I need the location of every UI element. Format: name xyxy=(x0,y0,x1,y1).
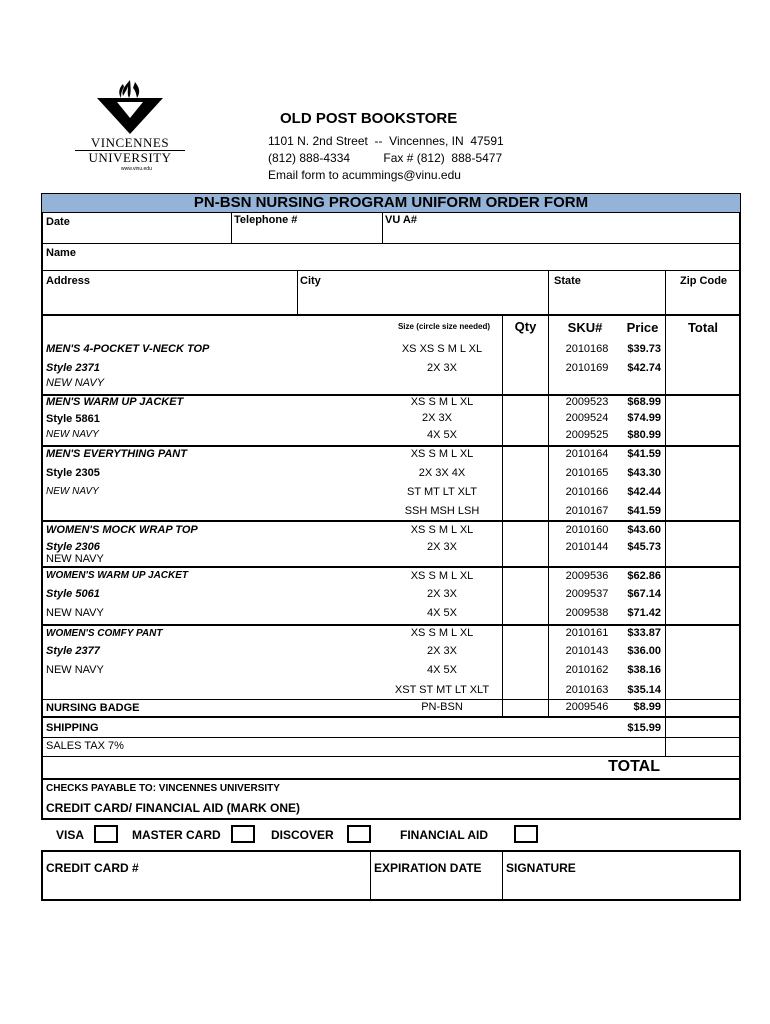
sku: 2010164 xyxy=(565,448,609,460)
sku: 2010162 xyxy=(565,664,609,676)
size-options[interactable]: XST ST MT LT XLT xyxy=(394,684,490,696)
visa-checkbox[interactable] xyxy=(94,825,118,843)
price: $71.42 xyxy=(627,607,661,619)
sku: 2010163 xyxy=(565,684,609,696)
price: $43.30 xyxy=(627,467,661,479)
size-options[interactable]: 2X 3X xyxy=(422,412,452,424)
state-label: State xyxy=(554,275,581,287)
sku: 2009546 xyxy=(565,701,609,713)
price: $39.73 xyxy=(627,343,661,355)
total-column-cells[interactable] xyxy=(667,340,738,754)
discover-label: DISCOVER xyxy=(271,828,334,842)
sku: 2010166 xyxy=(565,486,609,498)
price: $42.74 xyxy=(627,362,661,374)
size-options[interactable]: XS S M L XL xyxy=(410,396,474,408)
product-name: WOMEN'S COMFY PANT xyxy=(46,628,163,639)
product-color: NEW NAVY xyxy=(46,664,104,676)
product-color: NEW NAVY xyxy=(46,486,99,497)
product-color: NEW NAVY xyxy=(46,429,99,440)
price: $74.99 xyxy=(627,412,661,424)
date-label: Date xyxy=(46,216,70,228)
size-options[interactable]: 4X 5X xyxy=(427,607,457,619)
mastercard-checkbox[interactable] xyxy=(231,825,255,843)
telephone-label: Telephone # xyxy=(234,214,298,226)
zip-label: Zip Code xyxy=(680,275,728,287)
sku: 2009537 xyxy=(565,588,609,600)
expiration-date-label: EXPIRATION DATE xyxy=(374,861,482,875)
size-options[interactable]: ST MT LT XLT xyxy=(407,486,477,498)
product-name: MEN'S EVERYTHING PANT xyxy=(46,448,187,460)
price-column-header: Price xyxy=(626,320,659,335)
sku: 2010169 xyxy=(565,362,609,374)
product-name: MEN'S WARM UP JACKET xyxy=(46,396,184,408)
total-label: TOTAL xyxy=(608,758,660,775)
sku: 2010161 xyxy=(565,627,609,639)
product-style: Style 5061 xyxy=(46,588,100,600)
expiration-date-field[interactable] xyxy=(373,878,500,898)
credit-card-heading: CREDIT CARD/ FINANCIAL AID (MARK ONE) xyxy=(46,801,300,815)
product-style: Style 2377 xyxy=(46,645,100,657)
product-style: Style 2306 xyxy=(46,541,100,553)
size-options[interactable]: 2X 3X xyxy=(427,645,457,657)
discover-checkbox[interactable] xyxy=(347,825,371,843)
price: $67.14 xyxy=(627,588,661,600)
sku: 2009525 xyxy=(565,429,609,441)
sku: 2009538 xyxy=(565,607,609,619)
telephone-field[interactable] xyxy=(300,214,380,242)
product-color: NEW NAVY xyxy=(46,607,104,619)
logo-url: www.vinu.edu xyxy=(121,166,152,172)
price: $36.00 xyxy=(627,645,661,657)
city-label: City xyxy=(300,275,321,287)
sku: 2009524 xyxy=(565,412,609,424)
price: $38.16 xyxy=(627,664,661,676)
address-field[interactable] xyxy=(44,290,296,312)
price: $33.87 xyxy=(627,627,661,639)
grand-total-field[interactable] xyxy=(667,758,738,777)
form-title: PN-BSN NURSING PROGRAM UNIFORM ORDER FORM xyxy=(42,194,740,213)
vu-id-label: VU A# xyxy=(385,214,417,226)
shipping-price: $15.99 xyxy=(627,722,661,734)
price: $41.59 xyxy=(627,505,661,517)
size-options[interactable]: PN-BSN xyxy=(421,701,463,713)
logo-text-vincennes: VINCENNES xyxy=(75,136,185,151)
product-name: MEN'S 4-POCKET V-NECK TOP xyxy=(46,343,210,355)
address-label: Address xyxy=(46,275,91,287)
sku: 2010165 xyxy=(565,467,609,479)
sku-column-header: SKU# xyxy=(567,320,603,335)
product-style: Style 2305 xyxy=(46,467,100,479)
store-email: Email form to acummings@vinu.edu xyxy=(268,168,461,182)
product-name: WOMEN'S MOCK WRAP TOP xyxy=(46,524,198,536)
size-options[interactable]: XS S M L XL xyxy=(410,524,474,536)
size-options[interactable]: 4X 5X xyxy=(427,664,457,676)
size-options[interactable]: XS S M L XL xyxy=(410,448,474,460)
size-options[interactable]: 2X 3X xyxy=(427,541,457,553)
size-options[interactable]: XS XS S M L XL xyxy=(401,343,483,355)
product-color: NEW NAVY xyxy=(46,553,104,565)
sku: 2009536 xyxy=(565,570,609,582)
price: $8.99 xyxy=(633,701,661,713)
sku: 2010143 xyxy=(565,645,609,657)
sku: 2010167 xyxy=(565,505,609,517)
store-address: 1101 N. 2nd Street -- Vincennes, IN 47591 xyxy=(268,134,504,148)
product-color: NEW NAVY xyxy=(46,377,105,389)
date-field[interactable] xyxy=(100,214,230,242)
size-column-header: Size (circle size needed) xyxy=(397,322,491,331)
qty-column-header: Qty xyxy=(514,319,537,334)
state-field[interactable] xyxy=(550,290,663,312)
store-name: OLD POST BOOKSTORE xyxy=(280,110,458,127)
sku: 2010160 xyxy=(565,524,609,536)
checks-payable-text: CHECKS PAYABLE TO: VINCENNES UNIVERSITY xyxy=(46,783,280,794)
size-options[interactable]: SSH MSH LSH xyxy=(404,505,480,517)
logo-text-university: UNIVERSITY xyxy=(88,150,172,165)
credit-card-number-field[interactable] xyxy=(44,878,368,898)
price: $80.99 xyxy=(627,429,661,441)
sku: 2010168 xyxy=(565,343,609,355)
sku: 2010144 xyxy=(565,541,609,553)
zip-field[interactable] xyxy=(667,290,738,312)
sales-tax-label: SALES TAX 7% xyxy=(46,740,124,752)
total-column-header: Total xyxy=(687,320,719,335)
price: $42.44 xyxy=(627,486,661,498)
product-name: NURSING BADGE xyxy=(46,702,140,714)
signature-label: SIGNATURE xyxy=(506,861,576,875)
credit-card-number-label: CREDIT CARD # xyxy=(46,861,139,875)
size-options[interactable]: 4X 5X xyxy=(427,429,457,441)
mastercard-label: MASTER CARD xyxy=(132,828,221,842)
size-options[interactable]: XS S M L XL xyxy=(410,627,474,639)
product-style: Style 5861 xyxy=(46,413,100,425)
vincennes-university-logo xyxy=(75,78,185,173)
product-name: WOMEN'S WARM UP JACKET xyxy=(46,570,189,581)
size-options[interactable]: 2X 3X xyxy=(427,588,457,600)
signature-field[interactable] xyxy=(505,878,738,898)
vu-id-field[interactable] xyxy=(420,214,738,242)
size-options[interactable]: 2X 3X 4X xyxy=(418,467,466,479)
financial-aid-checkbox[interactable] xyxy=(514,825,538,843)
sku: 2009523 xyxy=(565,396,609,408)
name-label: Name xyxy=(46,247,76,259)
size-options[interactable]: 2X 3X xyxy=(427,362,457,374)
flame-v-logo-icon xyxy=(95,78,165,136)
city-field[interactable] xyxy=(300,290,546,312)
product-style: Style 2371 xyxy=(46,362,100,374)
visa-label: VISA xyxy=(56,828,85,842)
price: $43.60 xyxy=(627,524,661,536)
price: $62.86 xyxy=(627,570,661,582)
size-options[interactable]: XS S M L XL xyxy=(410,570,474,582)
financial-aid-label: FINANCIAL AID xyxy=(400,828,488,842)
price: $41.59 xyxy=(627,448,661,460)
qty-column-cells[interactable] xyxy=(504,340,547,714)
shipping-label: SHIPPING xyxy=(46,722,99,734)
price: $35.14 xyxy=(627,684,661,696)
price: $45.73 xyxy=(627,541,661,553)
price: $68.99 xyxy=(627,396,661,408)
name-field[interactable] xyxy=(90,245,738,269)
store-phone-fax: (812) 888-4334 Fax # (812) 888-5477 xyxy=(268,151,503,165)
